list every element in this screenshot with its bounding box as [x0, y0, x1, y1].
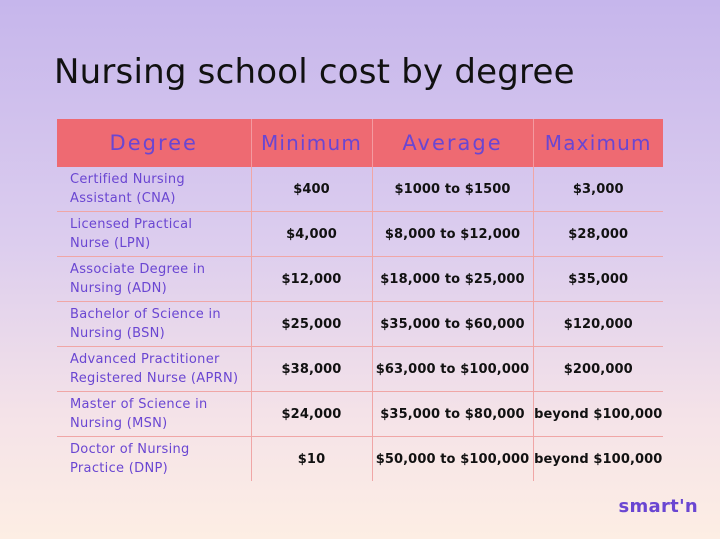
degree-name: Nursing (MSN)	[70, 416, 168, 431]
maximum-cell: $35,000	[533, 257, 663, 302]
minimum-cell: $400	[251, 167, 372, 212]
average-cell: $35,000 to $60,000	[372, 302, 533, 347]
degree-name: Doctor of Nursing	[70, 442, 190, 457]
degree-cell	[57, 302, 251, 347]
header-row	[57, 119, 663, 167]
table-row	[57, 437, 663, 482]
maximum-cell: $200,000	[533, 347, 663, 392]
degree-name: Registered Nurse (APRN)	[70, 371, 239, 386]
cost-table	[57, 119, 663, 481]
table-row	[57, 347, 663, 392]
average-cell: $1000 to $1500	[372, 167, 533, 212]
table-row	[57, 212, 663, 257]
minimum-cell: $38,000	[251, 347, 372, 392]
degree-name: Nursing (BSN)	[70, 326, 166, 341]
degree-name: Nurse (LPN)	[70, 236, 151, 251]
degree-cell	[57, 167, 251, 212]
average-cell: $50,000 to $100,000	[372, 437, 533, 482]
maximum-cell: $3,000	[533, 167, 663, 212]
maximum-cell: $120,000	[533, 302, 663, 347]
degree-name: Licensed Practical	[70, 217, 193, 232]
degree-cell	[57, 437, 251, 482]
minimum-cell: $10	[251, 437, 372, 482]
degree-name: Master of Science in	[70, 397, 208, 412]
average-cell: $35,000 to $80,000	[372, 392, 533, 437]
degree-name: Advanced Practitioner	[70, 352, 220, 367]
degree-cell	[57, 212, 251, 257]
degree-cell	[57, 392, 251, 437]
page-title: Nursing school cost by degree	[54, 52, 575, 92]
table-row	[57, 302, 663, 347]
maximum-cell: $28,000	[533, 212, 663, 257]
cost-table-header	[57, 119, 663, 167]
minimum-cell: $12,000	[251, 257, 372, 302]
average-cell: $63,000 to $100,000	[372, 347, 533, 392]
header-minimum: Minimum	[251, 119, 372, 167]
maximum-cell: beyond $100,000	[533, 437, 663, 482]
brand-logo: smart'n	[618, 496, 698, 517]
degree-name: Assistant (CNA)	[70, 191, 176, 206]
degree-cell	[57, 347, 251, 392]
table-row	[57, 167, 663, 212]
degree-name: Nursing (ADN)	[70, 281, 167, 296]
degree-name: Bachelor of Science in	[70, 307, 221, 322]
header-maximum: Maximum	[533, 119, 663, 167]
average-cell: $8,000 to $12,000	[372, 212, 533, 257]
header-degree: Degree	[57, 119, 251, 167]
maximum-cell: beyond $100,000	[533, 392, 663, 437]
degree-name: Associate Degree in	[70, 262, 206, 277]
average-cell: $18,000 to $25,000	[372, 257, 533, 302]
minimum-cell: $24,000	[251, 392, 372, 437]
minimum-cell: $4,000	[251, 212, 372, 257]
degree-name: Practice (DNP)	[70, 461, 168, 476]
table-row	[57, 392, 663, 437]
cost-table-body	[57, 167, 663, 481]
minimum-cell: $25,000	[251, 302, 372, 347]
degree-name: Certified Nursing	[70, 172, 185, 187]
degree-cell	[57, 257, 251, 302]
table-row	[57, 257, 663, 302]
header-average: Average	[372, 119, 533, 167]
